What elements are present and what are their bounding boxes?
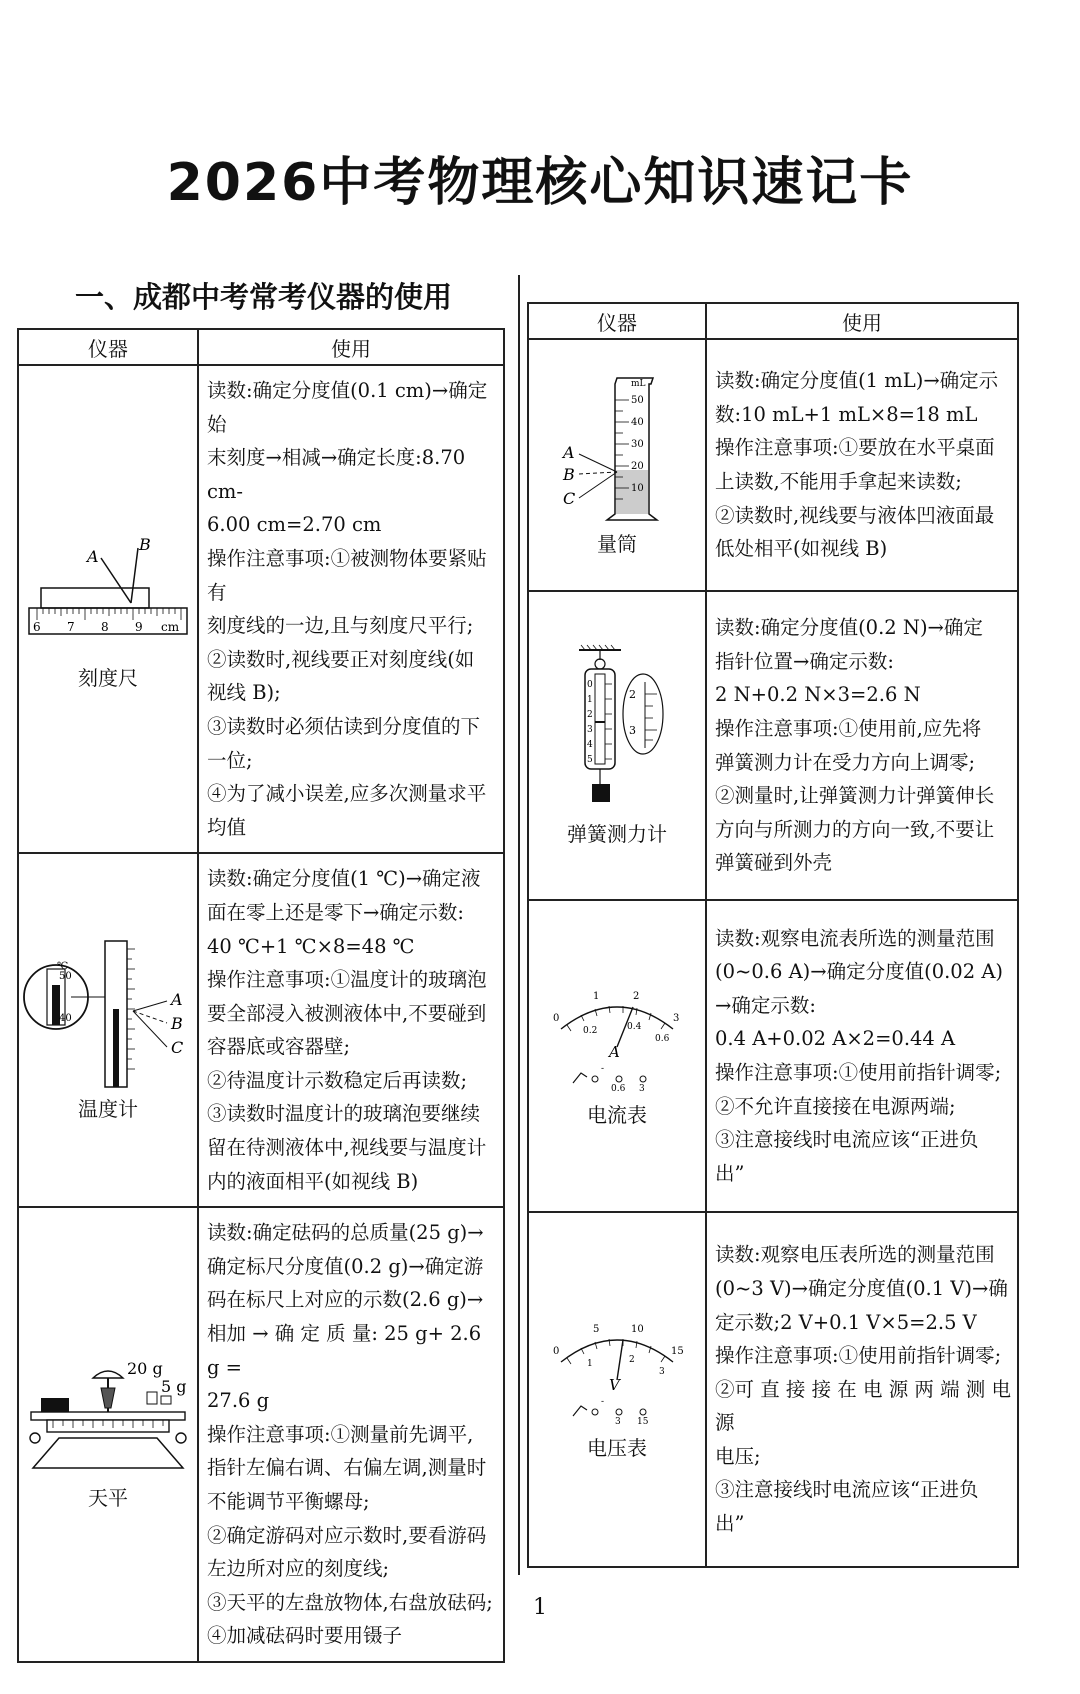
ammeter-cell [528,900,706,1212]
text-line: 码在标尺上对应的示数(2.6 g)→ [207,1288,484,1312]
text-line: 定示数;2 V+0.1 V×5=2.5 V [715,1310,977,1334]
left-table-header [18,329,504,365]
ruler-tick-9: 9 [135,619,143,634]
text-line: 容器底或容器壁; [207,1035,351,1059]
spring-zoom-3: 3 [629,724,636,737]
cylinder-tick-40: 40 [631,416,644,428]
voltmeter-tick-b1: 1 [587,1359,593,1369]
voltmeter-usage [706,1212,1018,1567]
text-line: ②读数时,视线要正对刻度线(如 [207,647,475,671]
thermo-zoom-unit: ℃ [57,960,69,972]
text-line: 读数:确定砝码的总质量(25 g)→ [207,1221,484,1245]
text-line: 27.6 g [207,1389,270,1413]
text-line: 弹簧测力计在受力方向上调零; [715,750,976,774]
cylinder-usage [706,339,1018,591]
ammeter-tick-04: 0.4 [627,1021,642,1032]
table-row-balance [18,1207,504,1662]
text-line: 确定标尺分度值(0.2 g)→确定游 [207,1254,484,1278]
text-line: ②可 直 接 接 在 电 源 两 端 测 电 源 [715,1377,1011,1435]
text-line: ③读数时温度计的玻璃泡要继续 [207,1102,481,1126]
text-line: 操作注意事项:①使用前指针调零; [715,1344,1002,1368]
balance-weight-20g: 20 g [127,1359,163,1379]
voltmeter-unit: V [609,1376,620,1394]
spring-tick-4: 4 [587,740,593,750]
cylinder-label-b: B [563,464,575,484]
text-line: 弹簧碰到外壳 [715,851,833,875]
thermo-label-a: A [171,989,183,1009]
balance-name: 天平 [88,1486,128,1511]
thermometer-usage [198,853,504,1207]
spring-tick-0: 0 [587,680,593,690]
voltmeter-tick-0: 0 [553,1346,560,1357]
ammeter-tick-1: 1 [593,990,600,1002]
voltmeter-tick-5: 5 [593,1324,600,1335]
text-line: 读数:确定分度值(1 mL)→确定示 [715,369,999,393]
text-line: 留在待测液体中,视线要与温度计 [207,1136,487,1160]
text-line: 要全部浸入被测液体中,不要碰到 [207,1001,487,1025]
spring-scale-usage [706,591,1018,900]
ammeter-tick-06: 0.6 [655,1033,670,1044]
thermometer-cell [18,853,198,1207]
cylinder-unit: mL [631,378,646,389]
balance-usage [198,1207,504,1662]
text-line: 面在零上还是零下→确定示数: [207,900,464,924]
text-line: 读数:观察电压表所选的测量范围 [715,1243,995,1267]
text-line: 上读数,不能用手拿起来读数; [715,470,962,493]
text-line: 末刻度→相减→确定长度:8.70 cm- [207,446,466,503]
thermometer-figure [21,939,195,1089]
thermometer-name: 温度计 [78,1096,138,1121]
text-line: ②读数时,视线要与液体凹液面最 [715,503,995,527]
text-line: 2 N+0.2 N×3=2.6 N [715,683,921,707]
ammeter-usage [706,900,1018,1212]
voltmeter-cell [528,1212,706,1567]
header-instrument: 仪器 [18,329,198,365]
text-line: 操作注意事项:①使用前指针调零; [715,1061,1002,1084]
cylinder-label-a: A [563,442,575,462]
thermo-zoom-50: 50 [59,970,72,982]
cylinder-name: 量筒 [597,531,637,556]
text-line: 均值 [207,815,247,839]
section-title: 一、成都中考常考仪器的使用 [75,280,453,314]
text-line: ③读数时必须估读到分度值的下 [207,714,481,738]
text-line: 读数:确定分度值(0.2 N)→确定 [715,616,983,640]
text-line: (0~0.6 A)→确定分度值(0.02 A) [715,960,1004,984]
voltmeter-terminal-15: 15 [637,1417,649,1427]
ruler-label-a: A [87,546,99,566]
ruler-name: 刻度尺 [78,665,138,690]
text-line: 操作注意事项:①被测物体要紧贴有 [207,546,487,604]
text-line: ③注意接线时电流应该“正进负 [715,1128,979,1152]
text-line: ②不允许直接接在电源两端; [715,1094,956,1118]
text-line: 操作注意事项:①温度计的玻璃泡 [207,968,487,992]
text-line: ②测量时,让弹簧测力计弹簧伸长 [715,784,995,808]
cylinder-label-c: C [563,488,576,508]
text-line: 读数:确定分度值(1 ℃)→确定液 [207,867,481,891]
text-line: (0~3 V)→确定分度值(0.1 V)→确 [715,1276,1008,1300]
spring-tick-1: 1 [587,695,593,705]
spring-scale-figure [557,644,677,814]
header-usage: 使用 [198,329,504,365]
thermo-label-b: B [171,1013,183,1033]
text-line: 数:10 mL+1 mL×8=18 mL [715,402,978,426]
page-number: 1 [533,1595,547,1620]
text-line: 指针左偏右调、右偏左调,测量时 [207,1456,487,1480]
ruler-tick-8: 8 [101,619,109,634]
balance-figure [21,1358,195,1478]
balance-weight-5g: 5 g [161,1377,187,1397]
text-line: 不能调节平衡螺母; [207,1490,370,1513]
voltmeter-terminal-minus: - [601,1397,605,1407]
spring-tick-3: 3 [587,725,593,735]
right-table-header [528,303,1018,339]
left-instrument-table [17,328,505,1663]
text-line: →确定示数: [715,993,816,1017]
spring-scale-name: 弹簧测力计 [567,822,667,846]
text-line: 6.00 cm=2.70 cm [207,513,382,537]
ruler-tick-6: 6 [33,619,41,634]
ruler-figure [23,528,193,658]
text-line: ②确定游码对应示数时,要看游码 [207,1523,487,1547]
ammeter-tick-0: 0 [553,1012,560,1024]
text-line: 内的液面相平(如视线 B) [207,1169,419,1193]
ammeter-tick-2: 2 [633,990,640,1002]
ammeter-terminal-minus: - [601,1063,605,1074]
text-line: 40 ℃+1 ℃×8=48 ℃ [207,934,415,958]
ruler-tick-7: 7 [67,619,75,634]
spring-tick-5: 5 [587,755,593,765]
text-line: ④为了减小误差,应多次测量求平 [207,782,487,806]
thermo-zoom-40: 40 [59,1012,72,1024]
cylinder-cell [528,339,706,591]
table-row-ammeter [528,900,1018,1212]
ammeter-terminal-3: 3 [639,1083,645,1094]
text-line: ③天平的左盘放物体,右盘放砝码; [207,1590,493,1614]
voltmeter-name: 电压表 [587,1436,647,1460]
text-line: ③注意接线时电流应该“正进负 [715,1478,979,1502]
table-row-thermometer [18,853,504,1207]
text-line: 视线 B); [207,681,281,705]
graduated-cylinder-figure [557,374,677,524]
ruler-cell [18,365,198,853]
voltmeter-terminal-3: 3 [615,1417,621,1427]
ammeter-terminal-06: 0.6 [611,1083,626,1094]
text-line: 指针位置→确定示数: [715,649,894,673]
voltmeter-figure [547,1318,687,1428]
text-line: 读数:观察电流表所选的测量范围 [715,926,995,950]
ammeter-tick-02: 0.2 [583,1025,598,1036]
voltmeter-tick-15: 15 [671,1346,684,1357]
balance-cell [18,1207,198,1662]
table-row-cylinder [528,339,1018,591]
text-line: 刻度线的一边,且与刻度尺平行; [207,614,474,638]
text-line: 出” [715,1161,745,1185]
text-line: 操作注意事项:①要放在水平桌面 [715,436,995,460]
thermo-label-c: C [171,1037,184,1057]
table-row-spring-scale [528,591,1018,900]
table-row-voltmeter [528,1212,1018,1567]
cylinder-tick-50: 50 [631,394,644,406]
page-title: 2026中考物理核心知识速记卡 [166,153,914,213]
text-line: 相加 → 确 定 质 量: 25 g+ 2.6 g = [207,1322,482,1379]
header-usage: 使用 [706,303,1018,339]
voltmeter-tick-b3: 3 [659,1367,665,1377]
ruler-usage [198,365,504,853]
text-line: 一位; [207,748,253,772]
text-line: 电压; [715,1444,761,1468]
right-instrument-table [527,302,1019,1568]
text-line: ④加减砝码时要用镊子 [207,1624,403,1648]
ruler-label-b: B [139,534,151,554]
text-line: 0.4 A+0.02 A×2=0.44 A [715,1027,956,1051]
header-instrument: 仪器 [528,303,706,339]
text-line: 低处相平(如视线 B) [715,537,888,561]
spring-scale-cell [528,591,706,900]
cylinder-tick-30: 30 [631,438,644,450]
voltmeter-tick-b2: 2 [629,1355,635,1365]
text-line: 方向与所测力的方向一致,不要让 [715,817,995,841]
spring-zoom-2: 2 [629,688,636,701]
ammeter-tick-3: 3 [673,1012,680,1024]
column-divider [518,275,520,1575]
text-line: 读数:确定分度值(0.1 cm)→确定始 [207,379,488,436]
voltmeter-tick-10: 10 [631,1324,644,1335]
table-row-ruler [18,365,504,853]
ruler-tick-cm: cm [161,619,180,634]
cylinder-tick-20: 20 [631,460,644,472]
cylinder-tick-10: 10 [631,482,644,494]
ammeter-unit: A [609,1042,620,1061]
text-line: ②待温度计示数稳定后再读数; [207,1068,468,1092]
text-line: 出” [715,1512,745,1536]
text-line: 操作注意事项:①使用前,应先将 [715,716,982,740]
spring-tick-2: 2 [587,710,593,720]
text-line: 操作注意事项:①测量前先调平, [207,1422,474,1446]
ammeter-name: 电流表 [587,1102,647,1127]
ammeter-figure [547,985,687,1095]
text-line: 左边所对应的刻度线; [207,1557,390,1581]
